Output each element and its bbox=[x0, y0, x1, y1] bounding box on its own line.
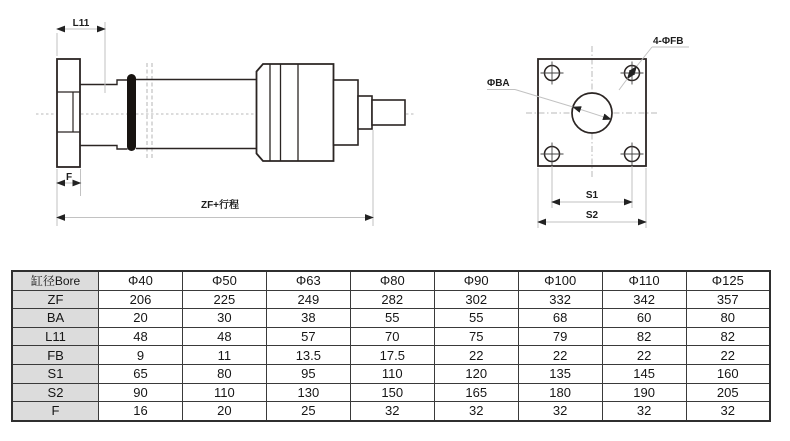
value-cell: 32 bbox=[518, 402, 602, 421]
zf-stroke-label: ZF+行程 bbox=[200, 200, 240, 211]
piston-rod-outline bbox=[372, 100, 405, 125]
value-cell: 20 bbox=[99, 309, 183, 328]
value-cell: 22 bbox=[602, 346, 686, 365]
value-cell: 75 bbox=[434, 327, 518, 346]
table-row bbox=[12, 346, 770, 365]
value-cell: 48 bbox=[99, 327, 183, 346]
value-cell: 249 bbox=[266, 290, 350, 309]
rod-boss-outline bbox=[358, 96, 372, 129]
value-cell: 48 bbox=[182, 327, 266, 346]
value-cell: 38 bbox=[266, 309, 350, 328]
table-corner-cell: 缸径Bore bbox=[12, 271, 99, 290]
value-cell: 79 bbox=[518, 327, 602, 346]
value-cell: 135 bbox=[518, 364, 602, 383]
value-cell: 80 bbox=[182, 364, 266, 383]
value-cell: 32 bbox=[434, 402, 518, 421]
value-cell: 22 bbox=[686, 346, 770, 365]
value-cell: 82 bbox=[602, 327, 686, 346]
bore-column-header: Φ40 bbox=[99, 271, 183, 290]
bolt-hole bbox=[541, 143, 564, 166]
value-cell: 110 bbox=[182, 383, 266, 402]
bore-column-header: Φ125 bbox=[686, 271, 770, 290]
value-cell: 205 bbox=[686, 383, 770, 402]
value-cell: 13.5 bbox=[266, 346, 350, 365]
head-outline bbox=[257, 64, 334, 161]
value-cell: 22 bbox=[518, 346, 602, 365]
leader-line bbox=[637, 47, 653, 67]
row-label: FB bbox=[12, 346, 99, 365]
dimension-table-wrap bbox=[11, 270, 771, 422]
table-head bbox=[12, 271, 770, 290]
value-cell: 22 bbox=[434, 346, 518, 365]
table-body bbox=[12, 290, 770, 421]
fb-label: 4-ΦFB bbox=[653, 36, 684, 47]
value-cell: 55 bbox=[350, 309, 434, 328]
value-cell: 60 bbox=[602, 309, 686, 328]
flange-front-view bbox=[487, 36, 689, 228]
table-row bbox=[12, 290, 770, 309]
value-cell: 150 bbox=[350, 383, 434, 402]
value-cell: 190 bbox=[602, 383, 686, 402]
f-label: F bbox=[65, 172, 73, 183]
table-row bbox=[12, 364, 770, 383]
value-cell: 55 bbox=[434, 309, 518, 328]
value-cell: 32 bbox=[602, 402, 686, 421]
value-cell: 206 bbox=[99, 290, 183, 309]
bolt-hole bbox=[621, 143, 644, 166]
value-cell: 95 bbox=[266, 364, 350, 383]
value-cell: 20 bbox=[182, 402, 266, 421]
value-cell: 225 bbox=[182, 290, 266, 309]
value-cell: 25 bbox=[266, 402, 350, 421]
row-label: BA bbox=[12, 309, 99, 328]
cylinder-side-view bbox=[36, 18, 416, 226]
value-cell: 16 bbox=[99, 402, 183, 421]
table-header-row bbox=[12, 271, 770, 290]
row-label: S1 bbox=[12, 364, 99, 383]
bolt-hole bbox=[541, 62, 564, 85]
bore-column-header: Φ100 bbox=[518, 271, 602, 290]
ba-label: ΦBA bbox=[487, 78, 510, 89]
value-cell: 282 bbox=[350, 290, 434, 309]
bore-column-header: Φ90 bbox=[434, 271, 518, 290]
value-cell: 160 bbox=[686, 364, 770, 383]
row-label: L11 bbox=[12, 327, 99, 346]
value-cell: 65 bbox=[99, 364, 183, 383]
value-cell: 70 bbox=[350, 327, 434, 346]
value-cell: 80 bbox=[686, 309, 770, 328]
row-label: S2 bbox=[12, 383, 99, 402]
table-row bbox=[12, 383, 770, 402]
value-cell: 57 bbox=[266, 327, 350, 346]
value-cell: 9 bbox=[99, 346, 183, 365]
table-row bbox=[12, 309, 770, 328]
row-label: ZF bbox=[12, 290, 99, 309]
value-cell: 82 bbox=[686, 327, 770, 346]
value-cell: 90 bbox=[99, 383, 183, 402]
value-cell: 110 bbox=[350, 364, 434, 383]
rear-flange-outline bbox=[57, 59, 80, 167]
value-cell: 32 bbox=[350, 402, 434, 421]
value-cell: 165 bbox=[434, 383, 518, 402]
bore-column-header: Φ80 bbox=[350, 271, 434, 290]
table-row bbox=[12, 402, 770, 421]
bore-column-header: Φ50 bbox=[182, 271, 266, 290]
value-cell: 11 bbox=[182, 346, 266, 365]
fb-callout bbox=[619, 36, 689, 90]
value-cell: 357 bbox=[686, 290, 770, 309]
neck-top-profile bbox=[80, 80, 128, 85]
dimension-table bbox=[11, 270, 771, 422]
table-row bbox=[12, 327, 770, 346]
value-cell: 68 bbox=[518, 309, 602, 328]
value-cell: 302 bbox=[434, 290, 518, 309]
bore-column-header: Φ63 bbox=[266, 271, 350, 290]
value-cell: 180 bbox=[518, 383, 602, 402]
value-cell: 30 bbox=[182, 309, 266, 328]
value-cell: 32 bbox=[686, 402, 770, 421]
value-cell: 120 bbox=[434, 364, 518, 383]
s1-label: S1 bbox=[585, 190, 599, 201]
value-cell: 145 bbox=[602, 364, 686, 383]
l11-label: L11 bbox=[72, 18, 90, 29]
leader-line bbox=[515, 90, 573, 108]
neck-bottom-profile bbox=[80, 146, 128, 150]
value-cell: 17.5 bbox=[350, 346, 434, 365]
bore-column-header: Φ110 bbox=[602, 271, 686, 290]
value-cell: 342 bbox=[602, 290, 686, 309]
value-cell: 332 bbox=[518, 290, 602, 309]
row-label: F bbox=[12, 402, 99, 421]
seal-ring bbox=[127, 74, 136, 151]
s2-label: S2 bbox=[585, 210, 599, 221]
value-cell: 130 bbox=[266, 383, 350, 402]
leader-line bbox=[619, 79, 628, 91]
gland-step-outline bbox=[334, 80, 359, 145]
